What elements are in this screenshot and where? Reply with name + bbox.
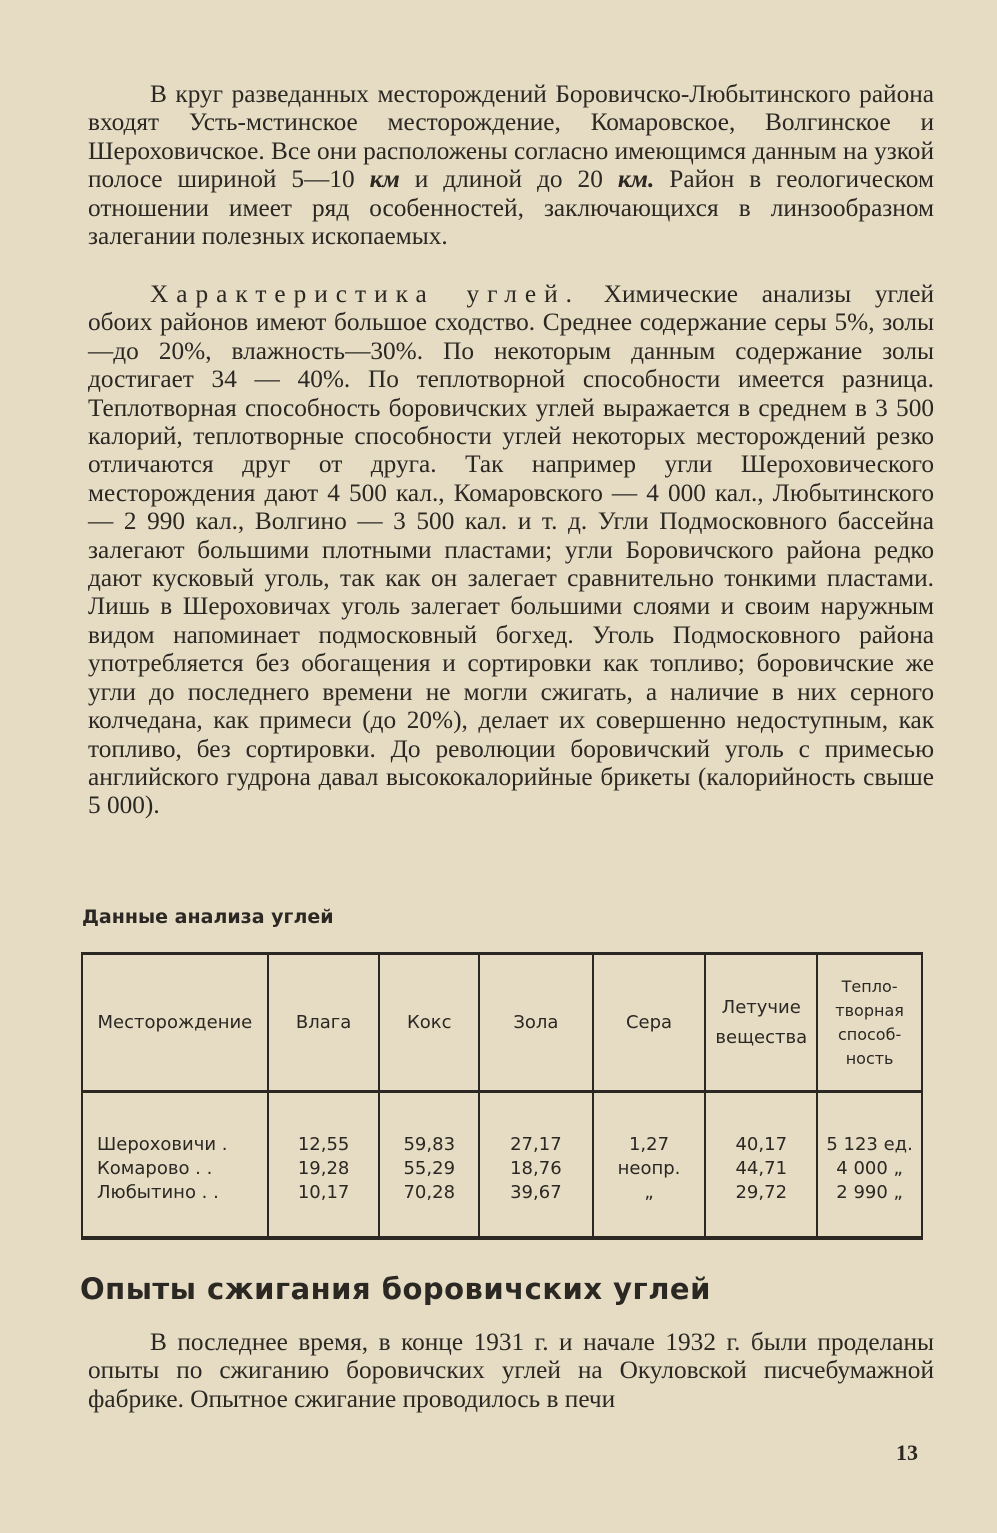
table-header-row: [82, 954, 922, 1092]
header-coke: Кокс: [379, 954, 479, 1092]
header-ash: Зола: [479, 954, 593, 1092]
paragraph-text: В круг разведанных месторождений Боровичско-Любытинского района входят Усть-мстинское месторождение, Комаровское, Волгинское и Шероховичское. Все они расположены согласно имеющимся данным на узкой полосе шириной 5—10: [88, 80, 934, 194]
run-in-heading: Характеристика углей.: [150, 280, 580, 308]
cell-volatiles: 40,17 44,71 29,72: [705, 1092, 817, 1238]
paragraph-text: Район в геологическом отношении имеет ряд особенностей, заключающихся в линзообразном залегании полезных ископаемых.: [88, 165, 934, 251]
coal-analysis-table: [81, 952, 923, 1240]
cell-ash: 27,17 18,76 39,67: [479, 1092, 593, 1238]
table-caption: Данные анализа углей: [82, 906, 334, 928]
paragraph-text: В последнее время, в конце 1931 г. и начале 1932 г. были проделаны опыты по сжиганию боровичских углей на Окуловской писчебумажной фабрике. Опытное сжигание проводилось в печи: [88, 1328, 934, 1413]
header-moisture: Влага: [268, 954, 380, 1092]
unit-km: км.: [617, 165, 655, 194]
header-deposit: Месторождение: [82, 954, 268, 1092]
header-volatiles: Летучие вещества: [705, 954, 817, 1092]
paragraph-burning-tests: [88, 1328, 934, 1413]
cell-coke: 59,83 55,29 70,28: [379, 1092, 479, 1238]
header-calorific-value: Тепло- творная способ- ность: [817, 954, 922, 1092]
header-sulfur: Сера: [593, 954, 706, 1092]
paragraph-deposits: [88, 80, 934, 250]
table-row: [82, 1092, 922, 1238]
page-number: 13: [896, 1440, 918, 1465]
paragraph-text: Химические анализы углей обоих районов имеют большое сходство. Среднее содержание серы 5%, золы—до 20%, влажность—30%. По некоторым данным содержание золы достигает 34 — 40%. По теплотворной способности имеется разница. Теплотворная способность боровичских углей выражается в среднем в 3 500 калорий, теплотворные способности углей некоторых месторождений резко отличаются друг от друга. Так например угли Шероховического месторождения дают 4 500 кал., Комаровского — 4 000 кал., Любытинского — 2 990 кал., Волгино — 3 500 кал. и т. д. Угли Подмосковного бассейна залегают большими плотными пластами; угли Боровичского района редко дают кусковый уголь, так как он залегает сравнительно тонкими пластами. Лишь в Шероховичах уголь залегает большими слоями и своим наружным видом напоминает подмосковный богхед. Уголь Подмосковного района употребляется без обогащения и сортировки как топливо; боровичские же угли до последнего времени не могли сжигать, а наличие в них серного колчедана, как примеси (до 20%), делает их совершенно недоступным, как топливо, без сортировки. До революции боровичский уголь с примесью английского гудрона давал высококалорийные брикеты (калорийность свыше 5 000).: [88, 280, 934, 820]
cell-deposit-names: Шероховичи . Комарово . . Любытино . .: [82, 1092, 268, 1238]
unit-km: км: [369, 165, 400, 194]
paragraph-text: и длиной до 20: [414, 165, 603, 194]
cell-calorific-value: 5 123 ед. 4 000 „ 2 990 „: [817, 1092, 922, 1238]
cell-sulfur: 1,27 неопр. „: [593, 1092, 706, 1238]
section-heading: Опыты сжигания боровичских углей: [80, 1272, 711, 1306]
cell-moisture: 12,55 19,28 10,17: [268, 1092, 380, 1238]
paragraph-coal-characteristics: [88, 280, 934, 820]
